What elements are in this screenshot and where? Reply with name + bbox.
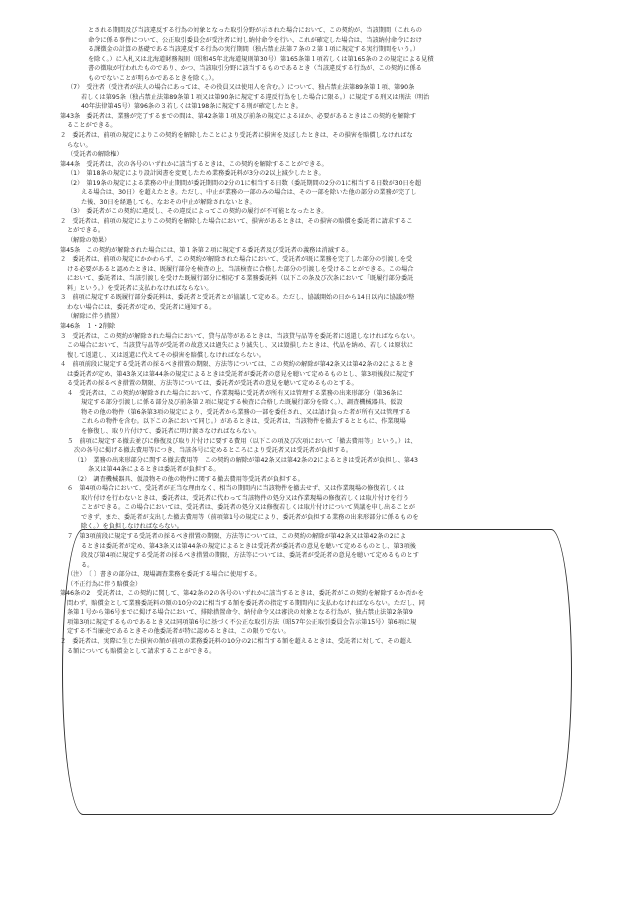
text-line: ２ 受託者は、前項の規定によりこの契約を解除した場合において、損害があるときは、その損害の賠償を委託者に請求するこ [60,217,413,225]
text-line: らない。 [67,141,92,149]
text-line: 次の各号に掲げる撤去費用等につき、当該各号に定めるところにより受託者又は受託者が負担する。 [74,447,353,455]
text-line: 条又は第44条によるときは委託者が負担する。 [88,466,220,474]
text-line: 第46条の2 受託者は、この契約に関して、第42条の2の各号のいずれかに該当するときは、委託者がこの契約を解除するか否かを [60,590,424,598]
text-line: 命令に係る事件について、公正取引委員会が受注者に対し納付命令を行い、これが確定した場合は、当該納付命令におけ [88,36,422,44]
text-line: るときは委託者が定め、第43条又は第44条の規定によるときは受託者が委託者の意見を聴いて定めるものとし、第3項後 [81,542,416,550]
text-line: ５ 前項に規定する撤去並びに修復及び取り片付けに要する費用（以下この項及び次項において「撤去費用等」という。）は、 [67,437,417,445]
text-line: （7） 受注者（受注者が法人の場合にあっては、その役員又は使用人を含む。）について、独占禁止法第89条第１項、第90条 [67,84,415,92]
text-line: （不正行為に伴う賠償金） [67,580,142,588]
text-line: 除く。）を負担しなければならない。 [81,523,183,531]
text-line: （注） 〔 〕書きの部分は、現場調査業務を委託する場合に使用する。 [67,571,261,579]
text-line: 取片付けを行わないときは、委託者は、受託者に代わって当該物件の処分又は作業現場の修復若しくは取片付けを行う [81,494,409,502]
text-line: 段及び第4項に規定する受託者の採るべき措置の期限、方法等については、委託者が受託者の意見を聴いて定めるものとす [81,552,419,560]
text-line: 条第１号から第6号までに掲げる場合において、排除措置命令、納付命令又は審決の対象となる行為が、独占禁止法第2条第9 [67,609,413,617]
text-line: える場合は、30日）を超えたとき。ただし、中止が業務の一部のみの場合は、その一部を除いた他の部分の業務が完了し [81,189,417,197]
text-line: ３ 前項に規定する既履行部分委託料は、委託者と受託者とが協議して定める。ただし、協議開始の日から14日以内に協議が整 [60,294,415,302]
text-line: （1） 第18条の規定により設計図書を変更したため業務委託料が3分の2以上減少したとき。 [67,170,325,178]
text-line: ４ 前項前段に規定する受託者の採るべき措置の期限、方法等については、この契約の解除が第42条又は第42条の2によるとき [60,361,414,369]
text-line: とされる期間及び当該違反する行為の対象となった取引分野が示された場合において、この契約が、当該期間（これらの [88,27,422,34]
text-line: 復して返還し、又は返還に代えてその損害を賠償しなければならない。 [67,351,265,359]
text-line: 第46条 １・2削除 [60,322,116,330]
bracket-frame [62,529,572,815]
text-line: は委託者が定め、第43条又は第44条の規定によるときは受託者が委託者の意見を聴いて定めるものとし、第3項後段に規定す [67,370,415,378]
text-line: ることができる。 [67,122,117,130]
text-line: ける必要があると認めたときは、既履行部分を検査の上、当該検査に合格した部分の引渡しを受けることができる。この場合 [67,265,414,273]
text-line: 規定する部分引渡しに係る部分及び前条第２項に規定する検査に合格した既履行部分を除く。）、調査機械器具、仮設 [81,399,403,407]
text-line: る受託者の採るべき措置の期限、方法等については、委託者が受託者の意見を聴いて定めるものとする。 [67,380,358,388]
text-line: （2） 調査機械器具、仮設物その他の物件に関する撤去費用等受託者が負担する。 [74,475,304,483]
text-line: （解除の効果） [67,237,111,245]
text-line: これらの物件を含む。以下この条において同じ。）があるときは、受託者は、当該物件を撤去するとともに、作業現場 [81,418,406,426]
text-line: ６ 第4項の場合において、受託者が正当な理由なく、相当の期間内に当該物件を撤去せず、又は作業現場の修復若しくは [67,485,405,493]
text-line: 若しくは第95条（独占禁止法第89条第１項又は第90条に規定する違反行為をした場合に限る。）に規定する刑又は刑法（明治 [81,93,430,101]
text-line: ３ 受託者は、この契約が解除された場合において、貸与品等があるときは、当該貸与品等を委託者に返還しなければならない。 [60,332,419,340]
text-line: この場合において、当該貸与品等が受託者の故意又は過失により滅失し、又は毀損したときは、代品を納め、若しくは原状に [67,342,414,350]
text-line: （受託者の解除権） [67,151,123,159]
text-line: る。 [81,561,94,569]
text-line: （2） 第19条の規定による業務の中止期間が委託期間の2分の1に相当する日数（委託期間の2分の1に相当する日数が30日を超 [67,179,422,187]
text-line: ２ 委託者は、前項の規定にかかわらず、この契約が解除された場合において、受託者が既に業務を完了した部分の引渡しを受 [60,256,413,264]
text-line: 第43条 委託者は、業務が完了するまでの間は、第42条第１項及び前条の規定によるほか、必要があるときはこの契約を解除す [60,112,417,120]
text-line: 料」という。）を受託者に支払わなければならない。 [67,284,213,292]
text-line: ことができる。この場合においては、受託者は、委託者の処分又は修復若しくは取片付けについて異議を申し出ることが [81,504,415,512]
text-line: において、委託者は、当該引渡しを受けた既履行部分に相応する業務委託料（以下この条及び次条において「既履行部分委託 [67,275,414,283]
text-line: ２ 委託者は、前項の規定によりこの契約を解除したことにより受託者に損害を及ぼしたときは、その損害を賠償しなければな [60,132,413,140]
text-line: を修復し、取り片付けて、委託者に明け渡さなければならない。 [81,427,261,435]
text-line: 第44条 受託者は、次の各号のいずれかに該当するときは、この契約を解除することができる。 [60,160,328,168]
text-line: （3） 委託者がこの契約に違反し、その違反によってこの契約の履行が不可能となったとき。 [67,208,328,216]
text-line: ４ 受託者は、この契約が解除された場合において、作業現場に受託者が所有又は管理する業務の出来形部分（第36条に [67,389,403,397]
text-line: 書の徴取が行われたものであり、かつ、当該取引分野に該当するものであるとき（当該違反する行為が、この契約に係る [88,65,422,73]
text-line: 第45条 この契約が解除された場合には、第１条第２項に規定する委託者及び受託者の義務は消滅する。 [60,246,353,254]
text-line: ものでないことが明らかであるときを除く。）。 [88,74,218,82]
text-line: ２ 委託者は、実際に生じた損害の額が前項の業務委託料の10分の2に相当する額を超えるときは、受託者に対して、その超え [60,638,412,645]
text-line: （解除に伴う措置） [67,313,123,321]
text-line: できず、また、委託者が支出した撤去費用等（前項第1号の規定により、委託者が負担する業務の出来形部分に係るものを [81,513,419,521]
text-line: る課徴金の計算の基礎である当該違反する行為の実行期間（独占禁止法第７条の２第１項に規定する実行期間をいう。） [88,46,420,54]
text-line: （1） 業務の出来形部分に関する撤去費用等 この契約の解除が第42条又は第42条の2によるときは受託者が負担し、第43 [74,456,418,464]
text-line: 定する不当廉売であるときその他委託者が特に認めるときは、この限りでない。 [67,628,290,636]
text-line: 項第3項に規定するものであるとき又は同項第6号に基づく不公正な取引方法（昭57年公正取引委員会告示第15号）第6項に規 [67,618,417,626]
text-line: 問わず、賠償金として業務委託料の額の10分の2に相当する額を委託者の指定する期間内に支払わなければならない。ただし、同 [67,599,425,607]
text-line: る額についても賠償金として請求することができる。 [67,647,216,655]
text-line: 40年法律第45号）第96条の３若しくは第198条に規定する刑が確定したとき。 [81,103,302,111]
text-line: わない場合には、委託者が定め、受託者に通知する。 [67,303,216,311]
text-line: とができる。 [67,227,105,235]
text-line: 物その他の物件（第6条第3項の規定により、受託者から業務の一部を委任され、又は請け負った者が所有又は管理する [81,408,411,416]
text-line: ７ 第3項前段に規定する受託者の採るべき措置の期限、方法等については、この契約の解除が第42条又は第42条の2によ [67,532,407,540]
text-line: た後、30日を経過しても、なおその中止が解除されないとき。 [81,198,256,206]
text-line: を除く。）に入札又は北海道財務規則（昭和45年北海道規則第30号）第165条第１項若しくは第165条の２の規定による見積 [88,55,434,63]
